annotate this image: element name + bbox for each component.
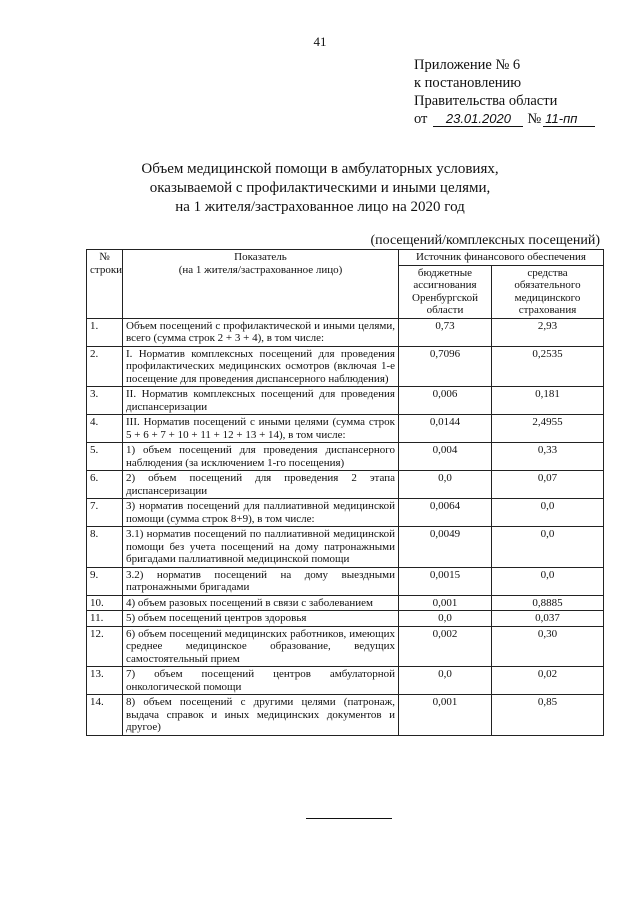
closing-line [306, 818, 392, 819]
table-row [87, 695, 604, 736]
table-row [87, 626, 604, 667]
oms-value-cell: 2,93 [492, 318, 604, 346]
indicator-cell: Объем посещений с профилактической и иными целями, всего (сумма строк 2 + 3 + 4), в том числе: [123, 318, 399, 346]
row-number-cell: 14. [87, 695, 123, 736]
table-row [87, 443, 604, 471]
indicator-cell: 6) объем посещений медицинских работников, имеющих среднее медицинское образование, ведущих самостоятельный прием [123, 626, 399, 667]
header-row-number: № строки [87, 250, 123, 319]
row-number-cell: 8. [87, 527, 123, 568]
indicator-cell: 8) объем посещений с другими целями (патронаж, выдача справок и иных медицинских документов и другое) [123, 695, 399, 736]
row-number-cell: 6. [87, 471, 123, 499]
oms-value-cell: 0,02 [492, 667, 604, 695]
budget-value-cell: 0,001 [399, 595, 492, 611]
resolution-number: 11-пп [543, 112, 595, 127]
table-row [87, 471, 604, 499]
row-number-cell: 7. [87, 499, 123, 527]
row-number-cell: 4. [87, 415, 123, 443]
oms-value-cell: 0,037 [492, 611, 604, 627]
budget-value-cell: 0,7096 [399, 346, 492, 387]
table-row [87, 527, 604, 568]
indicator-cell: I. Норматив комплексных посещений для проведения профилактических медицинских осмотров (включая 1-е посещение для проведения диспансерного наблюдения) [123, 346, 399, 387]
oms-value-cell: 0,2535 [492, 346, 604, 387]
budget-value-cell: 0,004 [399, 443, 492, 471]
page-number: 41 [313, 34, 327, 49]
oms-value-cell: 0,33 [492, 443, 604, 471]
budget-value-cell: 0,0 [399, 471, 492, 499]
indicator-cell: 7) объем посещений центров амбулаторной онкологической помощи [123, 667, 399, 695]
appendix-resolution: к постановлению [414, 75, 522, 91]
oms-value-cell: 0,181 [492, 387, 604, 415]
title-line-3: на 1 жителя/застрахованное лицо на 2020 год [175, 199, 465, 215]
budget-value-cell: 0,73 [399, 318, 492, 346]
oms-value-cell: 0,0 [492, 567, 604, 595]
oms-value-cell: 0,8885 [492, 595, 604, 611]
indicator-cell: 4) объем разовых посещений в связи с заболеванием [123, 595, 399, 611]
appendix-block [414, 56, 595, 128]
header-indicator-title: Показатель [234, 251, 287, 263]
row-number-cell: 12. [87, 626, 123, 667]
document-title [0, 160, 640, 217]
row-number-cell: 11. [87, 611, 123, 627]
indicator-cell: II. Норматив комплексных посещений для проведения диспансеризации [123, 387, 399, 415]
table-row [87, 318, 604, 346]
row-number-cell: 9. [87, 567, 123, 595]
budget-value-cell: 0,0 [399, 611, 492, 627]
table-row [87, 346, 604, 387]
header-oms: средства обязательного медицинского страхования [492, 265, 604, 318]
budget-value-cell: 0,006 [399, 387, 492, 415]
table-body [87, 318, 604, 735]
header-indicator [123, 250, 399, 319]
row-number-cell: 10. [87, 595, 123, 611]
unit-note: (посещений/комплексных посещений) [370, 233, 600, 248]
oms-value-cell: 0,85 [492, 695, 604, 736]
header-funding-source: Источник финансового обеспечения [399, 250, 604, 266]
table-row [87, 611, 604, 627]
oms-value-cell: 0,07 [492, 471, 604, 499]
data-table [86, 249, 604, 736]
number-prefix: № [527, 111, 542, 127]
indicator-cell: 3.2) норматив посещений на дому выездными патронажными бригадами [123, 567, 399, 595]
budget-value-cell: 0,0015 [399, 567, 492, 595]
budget-value-cell: 0,0144 [399, 415, 492, 443]
title-line-2: оказываемой с профилактическими и иными целями, [149, 180, 491, 196]
resolution-date: 23.01.2020 [433, 112, 523, 127]
title-line-1: Объем медицинской помощи в амбулаторных условиях, [141, 161, 499, 177]
budget-value-cell: 0,0064 [399, 499, 492, 527]
date-prefix: от [414, 111, 428, 127]
table-row [87, 499, 604, 527]
indicator-cell: 5) объем посещений центров здоровья [123, 611, 399, 627]
budget-value-cell: 0,0049 [399, 527, 492, 568]
header-indicator-subtitle: (на 1 жителя/застрахованное лицо) [178, 263, 343, 276]
row-number-cell: 3. [87, 387, 123, 415]
row-number-cell: 2. [87, 346, 123, 387]
row-number-cell: 1. [87, 318, 123, 346]
budget-value-cell: 0,0 [399, 667, 492, 695]
header-budget: бюджетные ассигнования Оренбургской области [399, 265, 492, 318]
indicator-cell: 3.1) норматив посещений по паллиативной медицинской помощи без учета посещений на дому патронажными бригадами паллиативной медицинской помощи [123, 527, 399, 568]
appendix-government: Правительства области [414, 93, 558, 109]
appendix-date-line [414, 110, 595, 128]
oms-value-cell: 2,4955 [492, 415, 604, 443]
table-row [87, 667, 604, 695]
oms-value-cell: 0,0 [492, 527, 604, 568]
appendix-title: Приложение № 6 [414, 57, 521, 73]
budget-value-cell: 0,001 [399, 695, 492, 736]
oms-value-cell: 0,0 [492, 499, 604, 527]
header-row-1 [87, 250, 604, 266]
indicator-cell: 2) объем посещений для проведения 2 этапа диспансеризации [123, 471, 399, 499]
indicator-cell: 3) норматив посещений для паллиативной медицинской помощи (сумма строк 8+9), в том числе: [123, 499, 399, 527]
row-number-cell: 5. [87, 443, 123, 471]
table-row [87, 415, 604, 443]
oms-value-cell: 0,30 [492, 626, 604, 667]
table-row [87, 567, 604, 595]
table-row [87, 387, 604, 415]
indicator-cell: 1) объем посещений для проведения диспансерного наблюдения (за исключением 1-го посещения) [123, 443, 399, 471]
indicator-cell: III. Норматив посещений с иными целями (сумма строк 5 + 6 + 7 + 10 + 11 + 12 + 13 + 14), в том числе: [123, 415, 399, 443]
row-number-cell: 13. [87, 667, 123, 695]
table-row [87, 595, 604, 611]
budget-value-cell: 0,002 [399, 626, 492, 667]
